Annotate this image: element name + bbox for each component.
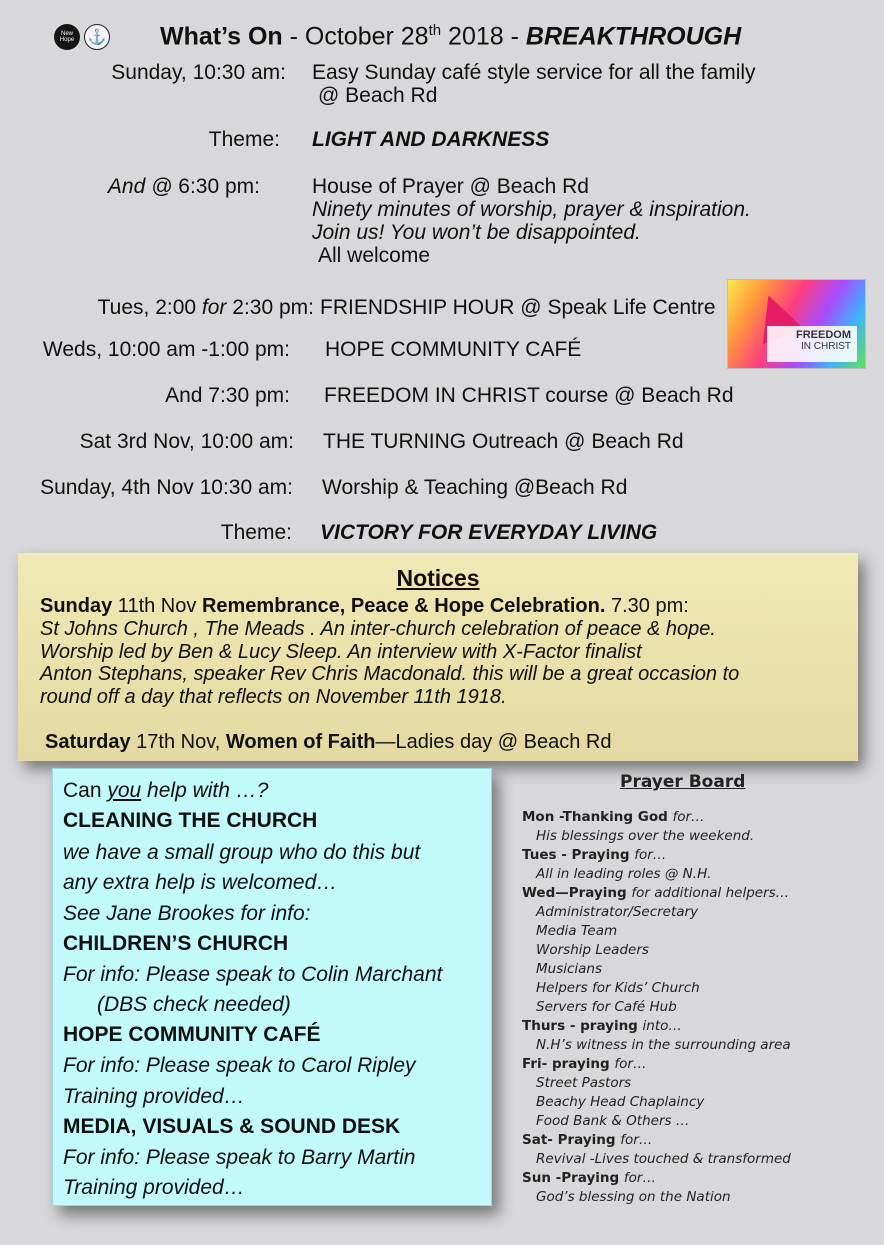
n6-d: —Ladies day @ Beach Rd bbox=[375, 731, 612, 753]
prayer-board bbox=[510, 770, 880, 1210]
help-cleaning-3: See Jane Brookes for info: bbox=[63, 902, 311, 925]
help-heading-cleaning: CLEANING THE CHURCH bbox=[63, 809, 318, 832]
p-sat-f: for… bbox=[620, 1132, 653, 1148]
p-wed-d: Wed—Praying bbox=[522, 885, 632, 901]
prayer-tue bbox=[522, 847, 666, 863]
event-desc-evening-4: All welcome bbox=[318, 244, 431, 267]
prayer-wed-5: Helpers for Kids’ Church bbox=[536, 980, 700, 996]
theme-label: Theme: bbox=[208, 128, 280, 151]
event-label-sunday: Sunday, 10:30 am: bbox=[111, 61, 286, 84]
p-tue-d: Tues - Praying bbox=[522, 847, 635, 863]
event-label-evening bbox=[108, 175, 260, 199]
theme-value: LIGHT AND DARKNESS bbox=[312, 128, 550, 151]
new-hope-logo bbox=[54, 24, 80, 50]
fic-line1: FREEDOM bbox=[796, 329, 851, 341]
event-desc-evening-2: Ninety minutes of worship, prayer & inspiration. bbox=[312, 198, 751, 221]
prayer-board-title: Prayer Board bbox=[620, 772, 746, 792]
prayer-wed-2: Media Team bbox=[536, 923, 618, 939]
p-sat-d: Sat- Praying bbox=[522, 1132, 621, 1148]
theme2-label: Theme: bbox=[220, 521, 292, 544]
p-wed-f: for additional helpers… bbox=[631, 885, 790, 901]
event-desc-and: FREEDOM IN CHRIST course @ Beach Rd bbox=[324, 384, 734, 407]
help-q-a: Can bbox=[63, 779, 108, 802]
prayer-wed-3: Worship Leaders bbox=[536, 942, 649, 958]
event-label-and: And 7:30 pm: bbox=[165, 384, 290, 407]
p-thu-d: Thurs - praying bbox=[522, 1018, 643, 1034]
prayer-sat-1: Revival -Lives touched & transformed bbox=[536, 1151, 791, 1167]
evening-label-italic: And @ bbox=[107, 175, 173, 198]
prayer-mon-1: His blessings over the weekend. bbox=[536, 828, 755, 844]
freedom-in-christ-logo bbox=[727, 279, 866, 369]
help-heading-cafe: HOPE COMMUNITY CAFÉ bbox=[63, 1023, 321, 1046]
prayer-wed-1: Administrator/Secretary bbox=[536, 904, 699, 920]
prayer-fri bbox=[522, 1056, 646, 1072]
event-label-sat: Sat 3rd Nov, 10:00 am: bbox=[79, 430, 294, 453]
n6-c: Women of Faith bbox=[225, 731, 376, 753]
help-question bbox=[63, 779, 268, 803]
prayer-sat bbox=[522, 1132, 652, 1148]
title-emph: BREAKTHROUGH bbox=[525, 22, 742, 51]
p-mon-f: for… bbox=[672, 809, 705, 825]
prayer-fri-1: Street Pastors bbox=[536, 1075, 632, 1091]
notice-line-1 bbox=[40, 595, 689, 618]
notices-title: Notices bbox=[396, 565, 480, 591]
anchor-icon: ⚓ bbox=[84, 24, 110, 50]
event-desc-sunday: Easy Sunday café style service for all the family bbox=[312, 61, 756, 84]
prayer-fri-2: Beachy Head Chaplaincy bbox=[536, 1094, 705, 1110]
event-desc-sunday-venue: @ Beach Rd bbox=[318, 84, 438, 107]
p-sun-f: for… bbox=[623, 1170, 656, 1186]
help-media-1: For info: Please speak to Barry Martin bbox=[63, 1146, 416, 1169]
title-prefix: What’s On bbox=[160, 22, 283, 51]
prayer-mon bbox=[522, 809, 705, 825]
evening-label-time: 6:30 pm: bbox=[172, 175, 260, 198]
p-fri-f: for… bbox=[614, 1056, 647, 1072]
page-title bbox=[160, 22, 741, 51]
help-children-1: For info: Please speak to Colin Marchant bbox=[63, 963, 443, 986]
n6-b: 17th Nov, bbox=[130, 731, 226, 753]
prayer-sun bbox=[522, 1170, 656, 1186]
title-sup: th bbox=[428, 22, 442, 39]
prayer-fri-3: Food Bank & Others … bbox=[536, 1113, 690, 1129]
prayer-thu bbox=[522, 1018, 682, 1034]
tues-label-italic: for bbox=[201, 296, 227, 319]
event-label-sunday-4th: Sunday, 4th Nov 10:30 am: bbox=[40, 476, 293, 499]
n1-b: 11th Nov bbox=[112, 595, 202, 617]
p-mon-d: Mon -Thanking God bbox=[522, 809, 673, 825]
p-thu-f: into… bbox=[642, 1018, 682, 1034]
n1-a: Sunday bbox=[40, 595, 113, 617]
logos bbox=[54, 24, 110, 50]
help-cleaning-1: we have a small group who do this but bbox=[63, 841, 421, 864]
event-label-tues bbox=[98, 296, 314, 320]
fic-label bbox=[767, 326, 857, 362]
volunteer-help-box bbox=[52, 768, 492, 1206]
help-q-you: you bbox=[107, 779, 142, 802]
prayer-wed bbox=[522, 885, 789, 901]
fic-line2: IN CHRIST bbox=[801, 341, 851, 352]
notice-line-2: St Johns Church , The Meads . An inter-church celebration of peace & hope. bbox=[40, 618, 716, 640]
help-children-2: (DBS check needed) bbox=[97, 993, 291, 1016]
help-cafe-1: For info: Please speak to Carol Ripley bbox=[63, 1054, 416, 1077]
notice-line-6 bbox=[45, 731, 611, 754]
n1-d: 7.30 pm: bbox=[605, 595, 689, 617]
help-q-c: help with …? bbox=[141, 779, 269, 802]
event-desc-evening: House of Prayer @ Beach Rd bbox=[312, 175, 589, 198]
help-cafe-2: Training provided… bbox=[63, 1085, 245, 1108]
p-tue-f: for… bbox=[634, 847, 667, 863]
prayer-wed-6: Servers for Café Hub bbox=[536, 999, 677, 1015]
p-fri-d: Fri- praying bbox=[522, 1056, 615, 1072]
event-desc-sat: THE TURNING Outreach @ Beach Rd bbox=[323, 430, 684, 453]
tues-label-a: Tues, 2:00 bbox=[97, 296, 202, 319]
help-cleaning-2: any extra help is welcomed… bbox=[63, 871, 338, 894]
tues-label-b: 2:30 pm: bbox=[226, 296, 314, 319]
prayer-wed-4: Musicians bbox=[536, 961, 603, 977]
n6-a: Saturday bbox=[45, 731, 131, 753]
n1-c: Remembrance, Peace & Hope Celebration. bbox=[201, 595, 606, 617]
prayer-sun-1: God’s blessing on the Nation bbox=[536, 1189, 731, 1205]
prayer-tue-1: All in leading roles @ N.H. bbox=[536, 866, 712, 882]
notice-line-4: Anton Stephans, speaker Rev Chris Macdonald. this will be a great occasion to bbox=[40, 663, 740, 685]
event-desc-tues: FRIENDSHIP HOUR @ Speak Life Centre bbox=[320, 296, 716, 319]
title-date: - October 28 bbox=[282, 22, 429, 51]
notices-panel bbox=[18, 553, 858, 761]
notice-line-5: round off a day that reflects on November 11th 1918. bbox=[40, 686, 507, 708]
logo-text: New Hope bbox=[59, 31, 75, 43]
help-heading-media: MEDIA, VISUALS & SOUND DESK bbox=[63, 1115, 401, 1138]
theme2-value: VICTORY FOR EVERYDAY LIVING bbox=[320, 521, 658, 544]
p-sun-d: Sun -Praying bbox=[522, 1170, 624, 1186]
event-label-weds: Weds, 10:00 am -1:00 pm: bbox=[42, 338, 290, 361]
event-desc-sunday-4th: Worship & Teaching @Beach Rd bbox=[322, 476, 628, 499]
notice-line-3: Worship led by Ben & Lucy Sleep. An interview with X-Factor finalist bbox=[40, 641, 642, 663]
event-desc-weds: HOPE COMMUNITY CAFÉ bbox=[325, 338, 582, 361]
help-media-2: Training provided… bbox=[63, 1176, 245, 1199]
event-desc-evening-3: Join us! You won’t be disappointed. bbox=[312, 221, 641, 244]
prayer-thu-1: N.H’s witness in the surrounding area bbox=[536, 1037, 791, 1053]
help-heading-children: CHILDREN’S CHURCH bbox=[63, 932, 289, 955]
title-year: 2018 - bbox=[441, 22, 526, 51]
